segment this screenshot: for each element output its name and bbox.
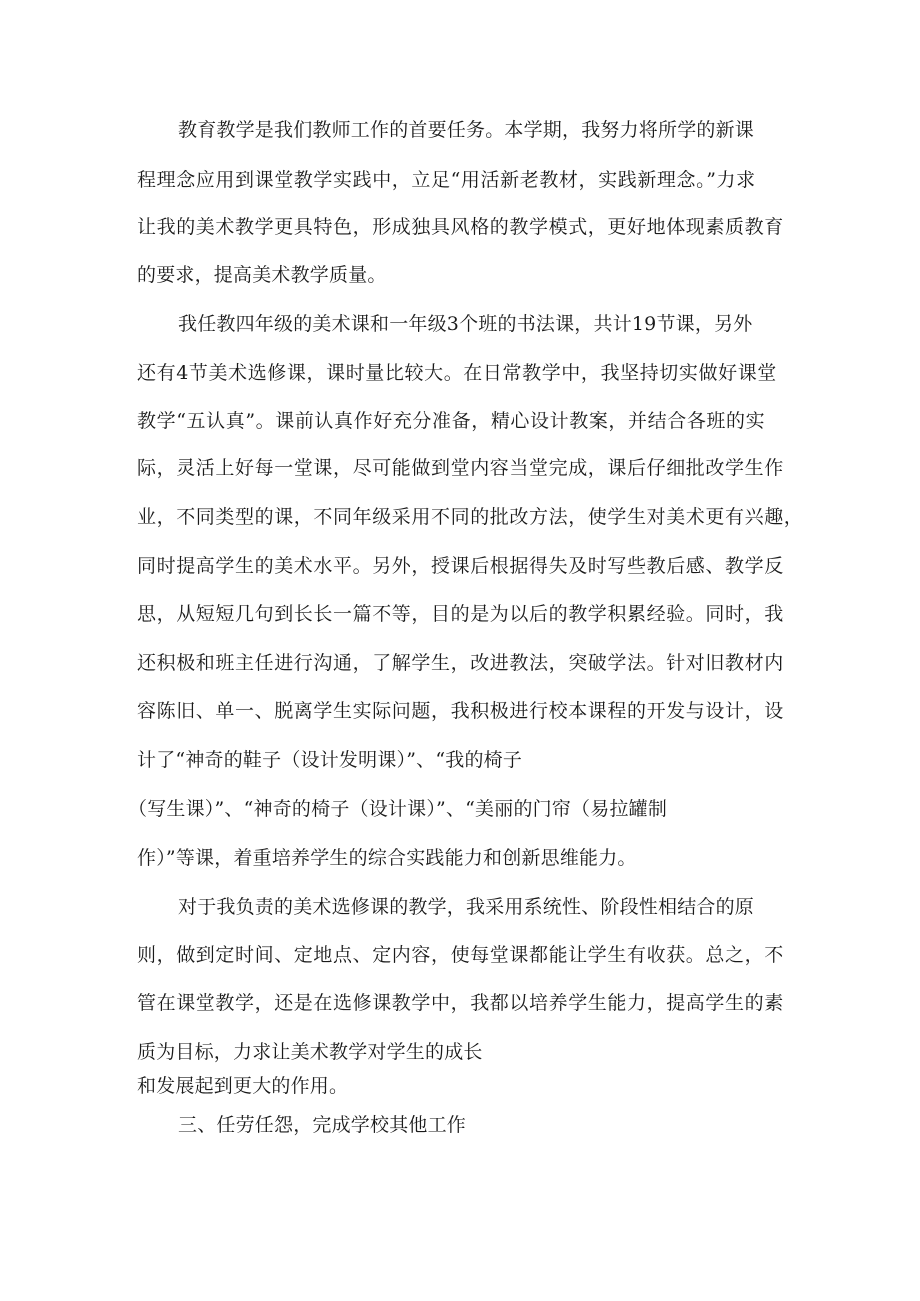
text-line-15: （写生课）”、“神奇的椅子（设计课）”、“美丽的门帘（易拉罐制 — [128, 798, 668, 820]
text-line-16: 作）”等课，着重培养学生的综合实践能力和创新思维能力。 — [137, 847, 637, 869]
text-line-3: 让我的美术教学更具特色，形成独具风格的教学模式，更好地体现素质教育 — [137, 216, 784, 238]
text-line-2: 程理念应用到课堂教学实践中，立足“用活新老教材，实践新理念。”力求 — [137, 169, 756, 191]
text-line-4: 的要求，提高美术教学质量。 — [137, 264, 387, 286]
text-line-21: 和发展起到更大的作用。 — [137, 1075, 349, 1097]
text-line-7: 教学“五认真”。课前认真作好充分准备，精心设计教案，并结合各班的实 — [137, 410, 766, 432]
text-line-12: 还积极和班主任进行沟通，了解学生，改进教法，突破学法。针对旧教材内 — [137, 652, 784, 674]
section-heading: 三、任劳任怨，完成学校其他工作 — [178, 1114, 467, 1136]
text-line-17: 对于我负责的美术选修课的教学，我采用系统性、阶段性相结合的原 — [178, 896, 755, 918]
text-line-14: 计了“神奇的鞋子（设计发明课）”、“我的椅子 — [137, 749, 523, 771]
text-line-9: 业，不同类型的课，不同年级采用不同的批改方法，使学生对美术更有兴趣， — [137, 506, 804, 528]
text-line-10: 同时提高学生的美术水平。另外，授课后根据得失及时写些教后感、教学反 — [137, 555, 784, 577]
text-line-11: 思，从短短几句到长长一篇不等，目的是为以后的教学积累经验。同时，我 — [137, 603, 784, 625]
text-line-19: 管在课堂教学，还是在选修课教学中，我都以培养学生能力，提高学生的素 — [137, 992, 784, 1014]
text-line-5: 我任教四年级的美术课和一年级3个班的书法课，共计19节课，另外 — [178, 313, 753, 335]
text-line-6: 还有4节美术选修课，课时量比较大。在日常教学中，我坚持切实做好课堂 — [137, 362, 777, 384]
text-line-13: 容陈旧、单一、脱离学生实际问题，我积极进行校本课程的开发与设计，设 — [137, 700, 784, 722]
text-line-1: 教育教学是我们教师工作的首要任务。本学期，我努力将所学的新课 — [178, 119, 755, 141]
text-line-8: 际，灵活上好每一堂课，尽可能做到堂内容当堂完成，课后仔细批改学生作 — [137, 457, 784, 479]
text-line-18: 则，做到定时间、定地点、定内容，使每堂课都能让学生有收获。总之，不 — [137, 944, 784, 966]
text-line-20: 质为目标，力求让美术教学对学生的成长 — [137, 1041, 483, 1063]
